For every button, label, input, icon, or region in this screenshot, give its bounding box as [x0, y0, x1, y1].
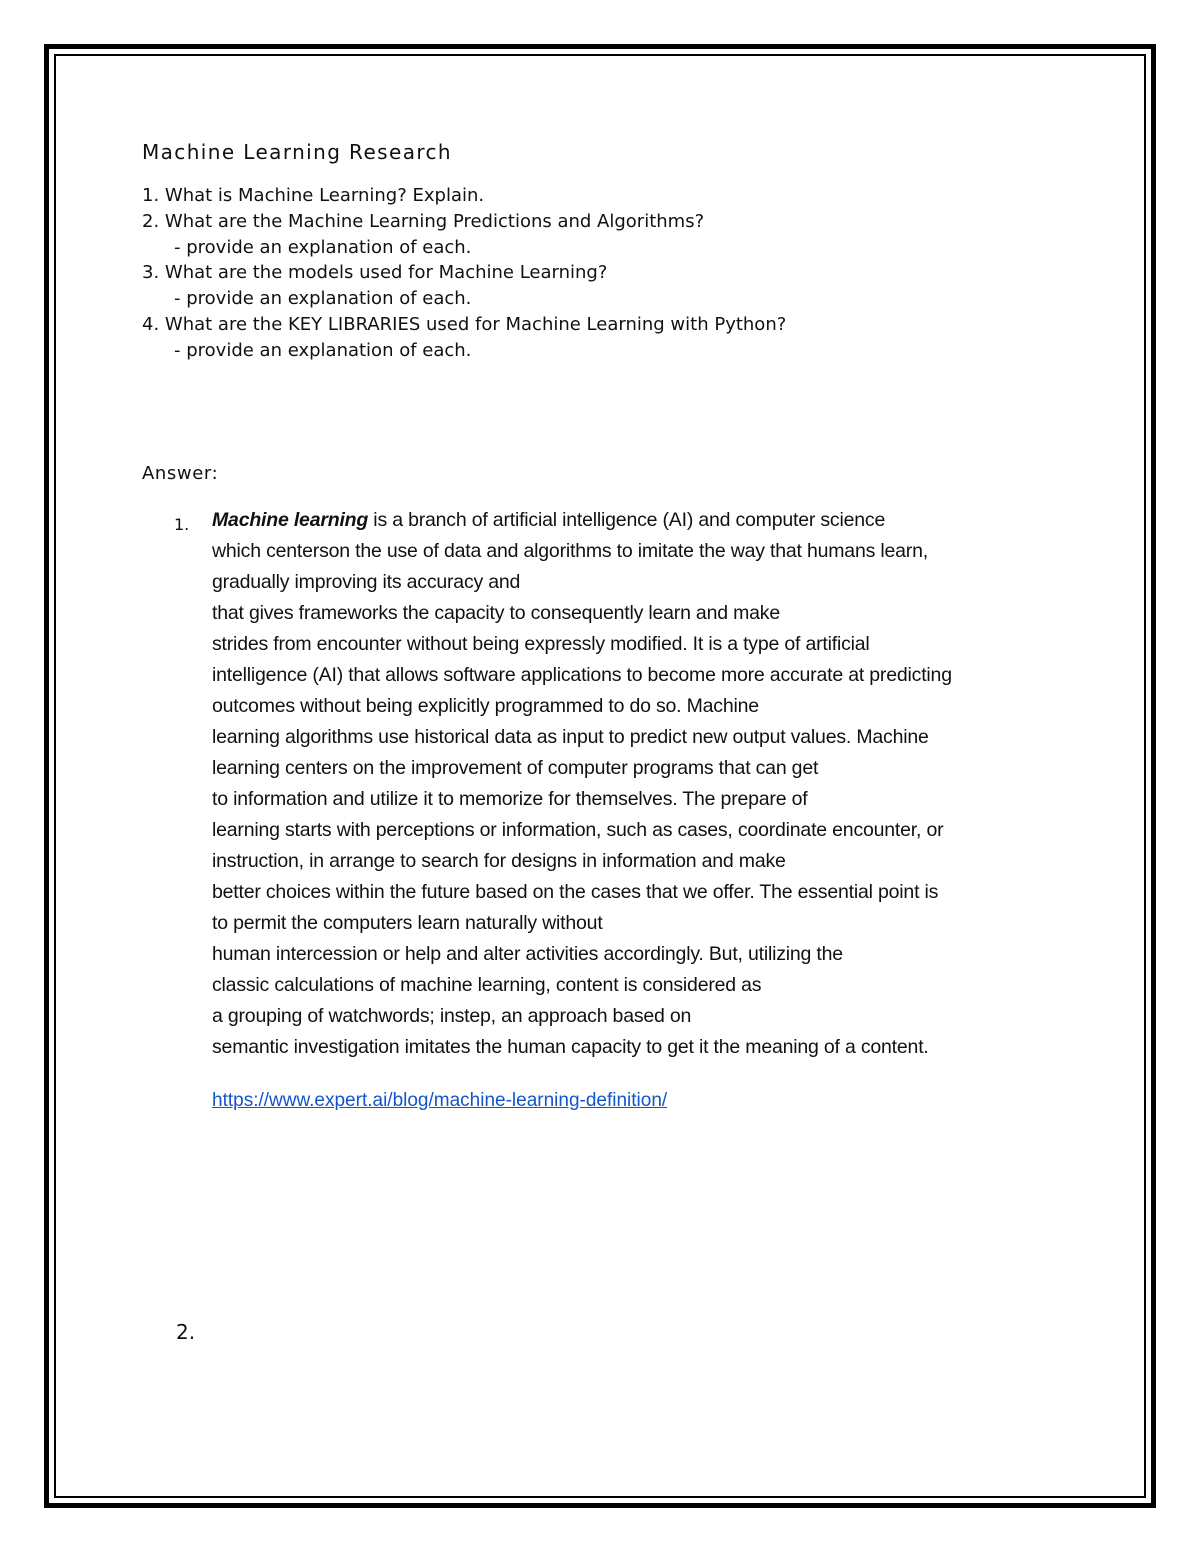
answer-1-paragraph — [212, 505, 1092, 1063]
answer-1-line: that gives frameworks the capacity to consequently learn and make — [212, 602, 780, 624]
answer-1-line: instruction, in arrange to search for designs in information and make — [212, 850, 786, 872]
question-4-note: - provide an explanation of each. — [174, 339, 472, 361]
question-list — [142, 183, 786, 364]
answer-1-number: 1. — [174, 515, 190, 534]
answer-1-line: learning algorithms use historical data as input to predict new output values. Machine — [212, 726, 929, 748]
answer-1-line: learning centers on the improvement of computer programs that can get — [212, 757, 819, 779]
question-4: 4. What are the KEY LIBRARIES used for Machine Learning with Python? — [142, 313, 787, 335]
answer-1-line: semantic investigation imitates the human capacity to get it the meaning of a content. — [212, 1036, 929, 1058]
question-2-note: - provide an explanation of each. — [174, 236, 472, 258]
answer-1-line: intelligence (AI) that allows software applications to become more accurate at predicting — [212, 664, 952, 686]
question-1: 1. What is Machine Learning? Explain. — [142, 185, 485, 206]
answer-1-line: better choices within the future based on the cases that we offer. The essential point is — [212, 881, 939, 903]
source-link[interactable]: https://www.expert.ai/blog/machine-learning-definition/ — [212, 1090, 668, 1111]
answer-2-number: 2. — [176, 1320, 196, 1344]
answer-1-first-line-text: is a branch of artificial intelligence (AI) and computer science — [368, 509, 886, 531]
answer-1-line: to information and utilize it to memorize for themselves. The prepare of — [212, 788, 808, 810]
document-title: Machine Learning Research — [142, 140, 452, 164]
answer-1-line: human intercession or help and alter activities accordingly. But, utilizing the — [212, 943, 843, 965]
answer-heading: Answer: — [142, 463, 219, 484]
answer-1-line: a grouping of watchwords; instep, an approach based on — [212, 1005, 692, 1027]
question-3: 3. What are the models used for Machine Learning? — [142, 262, 608, 284]
answer-1-line: gradually improving its accuracy and — [212, 571, 521, 593]
answer-1-first-line — [212, 505, 1092, 536]
answer-1-term: Machine learning — [212, 509, 369, 531]
answer-1-line: to permit the computers learn naturally without — [212, 912, 603, 934]
question-3-note: - provide an explanation of each. — [174, 288, 472, 310]
answer-1-line: which centerson the use of data and algorithms to imitate the way that humans learn, — [212, 540, 928, 562]
question-2: 2. What are the Machine Learning Predictions and Algorithms? — [142, 210, 705, 232]
answer-1-line: outcomes without being explicitly programmed to do so. Machine — [212, 695, 759, 717]
answer-1-line: learning starts with perceptions or information, such as cases, coordinate encounter, or — [212, 819, 944, 841]
answer-1-line: strides from encounter without being expressly modified. It is a type of artificial — [212, 633, 870, 655]
answer-1-line: classic calculations of machine learning, content is considered as — [212, 974, 762, 996]
